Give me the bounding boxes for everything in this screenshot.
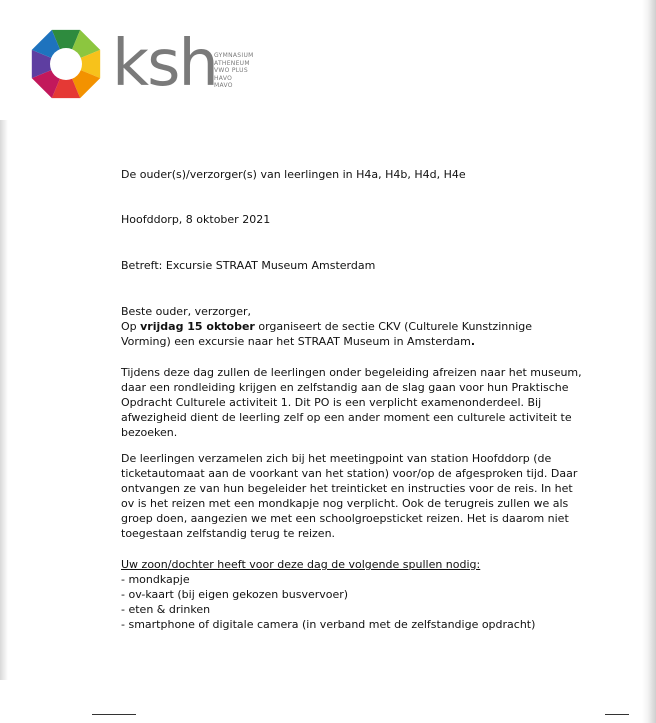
page-edge-shadow-left bbox=[0, 120, 8, 680]
paragraph2-line: ontvangen ze van hun begeleider het treinticket en instructies voor de reis. In het bbox=[121, 482, 573, 495]
intro-period: . bbox=[470, 335, 476, 348]
footer-rule-left bbox=[92, 714, 136, 715]
supplies-list-item: - ov-kaart (bij eigen gekozen busvervoer) bbox=[121, 588, 349, 601]
logo-subtitle-line: ATHENEUM bbox=[214, 59, 250, 67]
page-edge-shadow-right bbox=[642, 0, 656, 723]
paragraph2-line: ticketautomaat aan de voorkant van het station) voor/op de afgesproken tijd. Daar bbox=[121, 467, 578, 480]
supplies-list-item: - mondkapje bbox=[121, 573, 190, 586]
paragraph2-line: ov is het reizen met een mondkapje nog verplicht. Ook de terugreis zullen we als bbox=[121, 497, 569, 510]
paragraph1-line: Tijdens deze dag zullen de leerlingen onder begeleiding afreizen naar het museum, bbox=[121, 366, 582, 379]
paragraph2-line: De leerlingen verzamelen zich bij het meetingpoint van station Hoofddorp (de bbox=[121, 452, 552, 465]
paragraph2-line: toegestaan zelfstandig terug te reizen. bbox=[121, 527, 336, 540]
intro-line-2 bbox=[121, 334, 475, 349]
paragraph1-line: daar een rondleiding krijgen en zelfstandig aan de slag gaan voor hun Praktische bbox=[121, 381, 569, 394]
logo-subtitle-line: GYMNASIUM bbox=[214, 52, 254, 59]
intro-line-1-rest: organiseert de sectie CKV (Culturele Kunstzinnige bbox=[254, 320, 533, 333]
logo-subtitle bbox=[214, 52, 254, 90]
supplies-list-item: - eten & drinken bbox=[121, 603, 211, 616]
intro-line-1 bbox=[121, 319, 532, 334]
ksh-logo-icon bbox=[28, 26, 104, 102]
footer-rule-right bbox=[605, 714, 629, 715]
place-date-line: Hoofddorp, 8 oktober 2021 bbox=[121, 213, 271, 226]
logo-subtitle-line: MAVO bbox=[214, 82, 233, 89]
event-date: vrijdag 15 oktober bbox=[140, 320, 255, 333]
subject-line: Betreft: Excursie STRAAT Museum Amsterdam bbox=[121, 259, 376, 272]
logo-subtitle-line: VWO PLUS bbox=[214, 67, 248, 74]
supplies-list-item: - smartphone of digitale camera (in verband met de zelfstandige opdracht) bbox=[121, 618, 536, 631]
intro-line-2-text: Vorming) een excursie naar het STRAAT Museum in Amsterdam bbox=[121, 335, 471, 348]
paragraph2-line: groep doen, aangezien we met een schoolgroepsticket reizen. Het is daarom niet bbox=[121, 512, 569, 525]
supplies-heading: Uw zoon/dochter heeft voor deze dag de volgende spullen nodig: bbox=[121, 558, 481, 571]
paragraph1-line: bezoeken. bbox=[121, 426, 178, 439]
paragraph1-line: afwezigheid dient de leerling zelf op een ander moment een culturele activiteit te bbox=[121, 411, 572, 424]
paragraph1-line: Opdracht Culturele activiteit 1. Dit PO is een verplicht examenonderdeel. Bij bbox=[121, 396, 542, 409]
greeting-line: Beste ouder, verzorger, bbox=[121, 305, 251, 318]
logo-subtitle-line: HAVO bbox=[214, 74, 233, 82]
addressee-line: De ouder(s)/verzorger(s) van leerlingen in H4a, H4b, H4d, H4e bbox=[121, 168, 466, 181]
logo-wordmark: ksh bbox=[112, 27, 217, 101]
intro-prefix: Op bbox=[121, 320, 141, 333]
